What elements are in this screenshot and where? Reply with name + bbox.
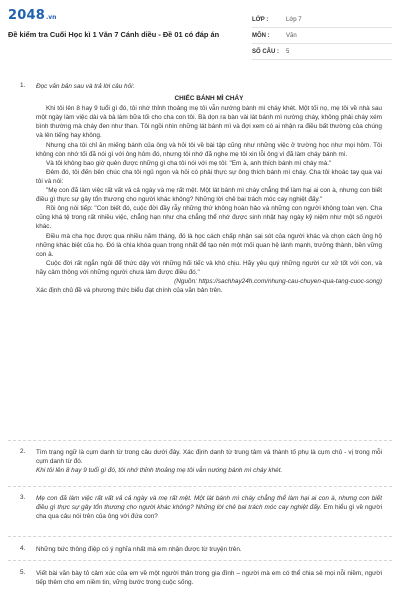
meta-row-class: [252, 12, 392, 28]
question-text: Viết bài văn bày tỏ cảm xúc của em về một người thân trong gia đình – người mà em có thể chia sẻ mọi nỗi niềm, người tiếp thêm cho em niềm tin, vững bước trong cuộc sống.: [36, 570, 382, 587]
site-logo[interactable]: [8, 8, 56, 23]
question-number: 5.: [20, 569, 26, 576]
meta-value-question-count: 5: [286, 48, 290, 55]
question-body: [36, 448, 382, 475]
meta-label-class: LỚP :: [252, 16, 269, 23]
meta-label-question-count: SỐ CÂU :: [252, 48, 279, 55]
passage-paragraph: Rồi ông nói tiếp: "Con biết đó, cuộc đời đầy rẫy những thứ không hoàn hảo và những con người không toàn vẹn. Cha cũng khá tệ trong rất nhiều việc, chẳng hạn như cha chẳng thể nhớ được sinh nhật hay ngày kỷ niệm như một số người khác.: [36, 205, 382, 231]
question-divider: [8, 486, 392, 487]
question-body: [36, 494, 382, 521]
question-text: Những bức thông điệp có ý nghĩa nhất mà em nhận được từ truyện trên.: [36, 546, 242, 553]
question-number: 2.: [20, 448, 26, 455]
question-divider: [8, 560, 392, 561]
question-quote: Khi tôi lên 8 hay 9 tuổi gì đó, tôi nhớ thỉnh thoảng mẹ tôi vẫn nướng bánh mì cháy khét.: [36, 467, 283, 475]
meta-value-subject: Văn: [286, 32, 297, 39]
meta-label-subject: MÔN :: [252, 32, 270, 39]
question-quote: Mẹ con đã làm việc rất vất vả cả ngày và mẹ rất mệt. Một lát bánh mì cháy chẳng thể làm hại ai con à, nhưng con biết điều gì thực sự gây tổn thương cho người khác không? Những lời chê bai trách móc cay nghiệt đấy.: [36, 495, 382, 512]
passage-paragraph: Điều mà cha học được qua nhiều năm tháng, đó là học cách chấp nhận sai sót của người khác và chọn cách ủng hộ những khác biệt của họ. Đó là chìa khóa quan trọng nhất để tạo nên một mối quan hệ lành mạnh, trưởng thành, bền vững con à.: [36, 232, 382, 258]
question-number: 1.: [20, 82, 26, 89]
passage-paragraph: Khi tôi lên 8 hay 9 tuổi gì đó, tôi nhớ thỉnh thoảng mẹ tôi vẫn nướng bánh mì cháy khét. Một tối nọ, mẹ tôi về nhà sau một ngày làm việc dài và bà làm bữa tối cho cha con tôi. Bà dọn ra bàn vài lát bánh mì nướng cháy, không phải cháy xém bình thường mà cháy đen như than. Tôi ngồi nhìn những lát bánh mì và đợi xem có ai nhận ra điều bất thường của chúng và lên tiếng hay không.: [36, 105, 382, 140]
question-body: [36, 569, 382, 587]
passage-paragraph: Và tôi không bao giờ quên được những gì cha tôi nói với mẹ tôi: "Em à, anh thích bánh mì cháy mà.": [46, 159, 332, 167]
question-prompt: Đọc văn bản sau và trả lời câu hỏi:: [36, 83, 135, 90]
question-number: 4.: [20, 545, 26, 552]
question-body: [36, 82, 382, 295]
passage-paragraph: "Mẹ con đã làm việc rất vất vả cả ngày và mẹ rất mệt. Một lát bánh mì cháy chẳng thể làm hại ai con à, nhưng con biết điều gì thực sự gây tổn thương cho người khác không? Những lời chê bai trách móc cay nghiệt đấy.": [36, 187, 382, 204]
passage-source: (Nguồn: https://sachhay24h.com/nhung-cau-chuyen-qua-tang-cuoc-song): [174, 277, 382, 285]
passage-paragraph: Cuộc đời rất ngắn ngủi để thức dậy với những hối tiếc và khó chịu. Hãy yêu quý những người cư xử tốt với con, và hãy cảm thông với những người chưa làm được điều đó.": [36, 259, 382, 276]
logo-text: 2048: [8, 8, 45, 23]
passage-paragraph: Đêm đó, tôi đến bên chúc cha tôi ngủ ngon và hỏi có phải thực sự ông thích bánh mì cháy. Cha tôi khoác tay qua vai tôi và nói:: [36, 168, 382, 185]
exam-meta: [252, 12, 392, 60]
page-header: [0, 0, 400, 74]
question-task: Xác định chủ đề và phương thức biểu đạt chính của văn bản trên.: [36, 287, 223, 295]
meta-row-subject: [252, 28, 392, 44]
passage-title: CHIẾC BÁNH MÌ CHÁY: [174, 95, 244, 103]
question-body: [36, 545, 382, 554]
logo-suffix: .vn: [45, 14, 57, 21]
question-divider: [8, 440, 392, 441]
question-text: Em hiểu gì về người cha qua câu nói trên của ông với đứa con?: [36, 504, 382, 521]
question-number: 3.: [20, 494, 26, 501]
meta-row-question-count: [252, 44, 392, 60]
question-text: Tìm trạng ngữ là cụm danh từ trong câu dưới đây. Xác định danh từ trung tâm và thành tố phụ là cụm chủ - vị trong mỗi cụm danh từ đó.: [36, 449, 382, 466]
question-divider: [8, 536, 392, 537]
exam-title: Đề kiểm tra Cuối Học kì 1 Văn 7 Cánh diều - Đề 01 có đáp án: [8, 30, 220, 39]
passage-paragraph: Nhưng cha tôi chỉ ăn miếng bánh của ông và hỏi tôi về bài tập cũng như những việc ở trường học như mọi hôm. Tôi không còn nhớ tối đã nói gì với ông hôm đó, nhưng tôi nhớ đã nghe mẹ tôi xin lỗi ông vì đã làm cháy bánh mì.: [36, 141, 382, 158]
meta-value-class: Lớp 7: [286, 16, 302, 23]
